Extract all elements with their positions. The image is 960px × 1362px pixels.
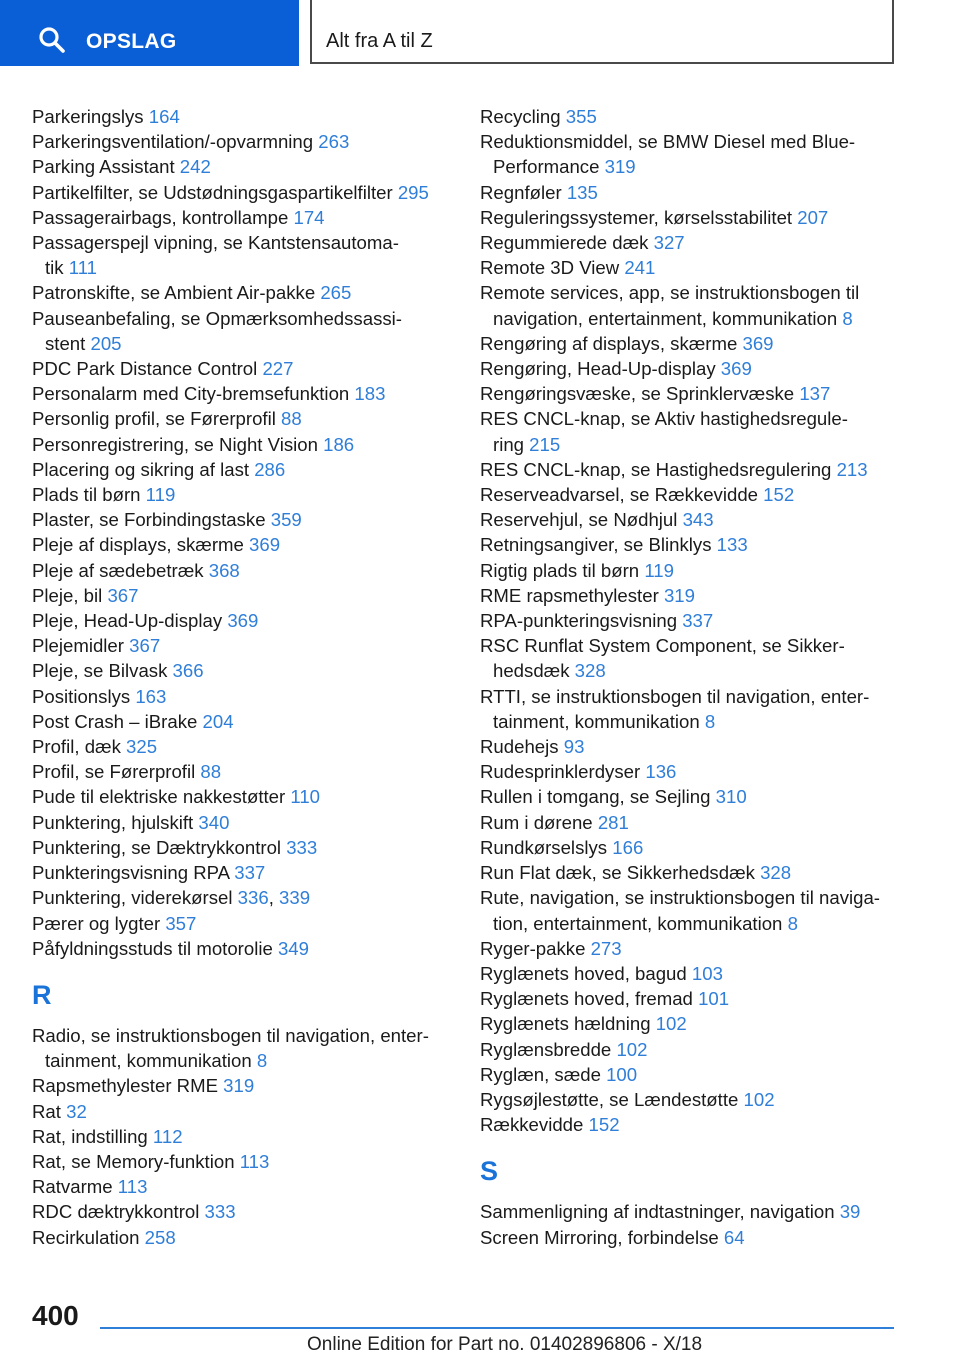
index-entry-text: RES CNCL-knap, se Hastighedsregulering	[480, 458, 837, 480]
index-entry-text: RPA-punkteringsvisning	[480, 610, 683, 632]
index-entry-text: Personalarm med City-bremsefunktion	[32, 383, 355, 405]
page-ref-link[interactable]: 133	[716, 534, 748, 556]
page-ref-link[interactable]: 328	[760, 862, 792, 884]
page-ref-link[interactable]: 337	[682, 610, 714, 632]
page-ref-link[interactable]: 367	[129, 635, 161, 657]
index-entry	[32, 457, 452, 482]
index-entry	[32, 230, 452, 280]
index-entry-text: Rengøring, Head-Up-display	[480, 358, 721, 380]
index-entry-text: Ryglænets hældning	[480, 1013, 656, 1035]
index-entry	[32, 1124, 452, 1149]
page-ref-link[interactable]: 136	[645, 761, 677, 783]
index-entry-text: Punktering, hjulskift	[32, 811, 199, 833]
index-entry	[480, 280, 910, 330]
page-ref-link[interactable]: 369	[742, 332, 774, 354]
index-entry	[32, 1099, 452, 1124]
index-entry	[480, 784, 910, 809]
footer-divider	[100, 1327, 894, 1329]
page-ref-link[interactable]: 258	[144, 1226, 176, 1248]
index-entry-text: RDC dæktrykkontrol	[32, 1201, 205, 1223]
index-entry-text: Pleje af displays, skærme	[32, 534, 250, 556]
index-entry-text: Sammenligning af indtastninger, navigation	[480, 1201, 840, 1223]
index-entry	[32, 180, 452, 205]
page-ref-link[interactable]: 205	[90, 332, 122, 354]
index-entry-text: Rigtig plads til børn	[480, 559, 645, 581]
page-ref-link[interactable]: 8	[787, 912, 798, 934]
index-entry	[480, 482, 910, 507]
index-entry	[480, 936, 910, 961]
index-entry-continuation: tion, entertainment, kommunikation	[493, 912, 788, 934]
index-entry	[480, 129, 910, 179]
index-entry	[480, 356, 910, 381]
index-entry	[32, 911, 452, 936]
index-entry-text: Punktering, viderekørsel	[32, 887, 238, 909]
index-entry	[480, 381, 910, 406]
index-entry-text: Pleje, se Bilvask	[32, 660, 173, 682]
page-ref-link[interactable]: 295	[397, 181, 429, 203]
index-entry-text: Reservehjul, se Nødhjul	[480, 509, 683, 531]
page-ref-link[interactable]: 265	[320, 282, 352, 304]
index-entry	[480, 1011, 910, 1036]
index-entry-text: Rygsøjlestøtte, se Lændestøtte	[480, 1088, 744, 1110]
page-ref-link[interactable]: 166	[612, 836, 644, 858]
index-entry	[480, 1062, 910, 1087]
index-entry	[32, 734, 452, 759]
index-entry-text: RSC Runflat System Component, se Sikker-	[480, 635, 845, 657]
page-ref-link[interactable]: 215	[529, 433, 561, 455]
tab-opslag-label: OPSLAG	[86, 30, 177, 53]
index-entry	[32, 784, 452, 809]
page-ref-link[interactable]: 359	[270, 509, 302, 531]
page-ref-link[interactable]: 64	[723, 1226, 745, 1248]
page-ref-link[interactable]: 88	[281, 408, 302, 430]
page-ref-link[interactable]: 286	[254, 458, 286, 480]
index-entry	[32, 1073, 452, 1098]
index-entry-text: Ryger-pakke	[480, 937, 591, 959]
index-entry-text: Run Flat dæk, se Sikkerhedsdæk	[480, 862, 761, 884]
index-entry-text: Rat	[32, 1100, 67, 1122]
index-entry-text: PDC Park Distance Control	[32, 358, 263, 380]
index-entry	[480, 1087, 910, 1112]
index-entry	[32, 709, 452, 734]
page-ref-link[interactable]: 263	[318, 131, 350, 153]
index-entry-text: Radio, se instruktionsbogen til navigation, enter-	[32, 1024, 429, 1046]
page-ref-link[interactable]: 88	[200, 761, 222, 783]
index-entry-text: Rundkørselslys	[480, 836, 613, 858]
page-ref-link[interactable]: 227	[262, 358, 294, 380]
index-entry	[32, 1199, 452, 1224]
section-title: Alt fra A til Z	[326, 30, 433, 52]
page-ref-link[interactable]: 328	[574, 660, 606, 682]
page-ref-link[interactable]: 163	[135, 685, 167, 707]
page-ref-link[interactable]: 327	[653, 232, 685, 254]
page-ref-link[interactable]: 8	[842, 307, 853, 329]
page-ref-link[interactable]: 152	[588, 1114, 620, 1136]
page-ref-link[interactable]: 119	[145, 484, 176, 506]
index-entry	[32, 835, 452, 860]
index-entry	[480, 457, 910, 482]
page-ref-link[interactable]: 333	[286, 836, 318, 858]
index-entry-text: Positionslys	[32, 685, 136, 707]
page-ref-link[interactable]: 213	[836, 458, 868, 480]
index-entry-text: Ryglænets hoved, fremad	[480, 988, 699, 1010]
page-ref-link[interactable]: 103	[691, 962, 723, 984]
index-entry	[480, 230, 910, 255]
index-entry-text: Remote services, app, se instruktionsbogen til	[480, 282, 860, 304]
index-entry-text: Passagerspejl vipning, se Kantstensautoma-	[32, 232, 399, 254]
index-entry-text: Pleje af sædebetræk	[32, 559, 209, 581]
index-entry	[32, 129, 452, 154]
index-entry	[480, 835, 910, 860]
page-ref-link[interactable]: 357	[165, 912, 197, 934]
index-entry-text: Personregistrering, se Night Vision	[32, 433, 324, 455]
index-entry	[480, 331, 910, 356]
index-entry-text: Pude til elektriske nakkestøtter	[32, 786, 291, 808]
page-ref-link[interactable]: 369	[227, 610, 259, 632]
index-entry-text: Plejemidler	[32, 635, 130, 657]
index-entry	[32, 1174, 452, 1199]
index-entry-continuation: tainment, kommunikation	[45, 1050, 257, 1072]
index-entry	[480, 860, 910, 885]
page-ref-link[interactable]: 8	[256, 1050, 268, 1072]
page-ref-link[interactable]: 102	[743, 1088, 775, 1110]
index-entry-text: RES CNCL-knap, se Aktiv hastighedsregule-	[480, 408, 848, 430]
page-ref-link[interactable]: 39	[839, 1201, 861, 1223]
index-entry	[32, 658, 452, 683]
tab-section-title[interactable]	[310, 0, 894, 64]
index-entry	[480, 180, 910, 205]
page-ref-link[interactable]: 113	[239, 1150, 270, 1172]
index-entry-text: Rute, navigation, se instruktionsbogen til naviga-	[480, 887, 881, 909]
index-entry-text: Rat, se Memory-funktion	[32, 1150, 240, 1172]
index-entry	[480, 759, 910, 784]
page-ref-link[interactable]: 337	[234, 862, 266, 884]
index-entry-text: Parkeringslys	[32, 106, 149, 127]
page-ref-link[interactable]: 186	[323, 433, 355, 455]
page-ref-link[interactable]: 164	[148, 106, 180, 127]
page-ref-link[interactable]: 93	[563, 736, 585, 758]
index-entry	[32, 885, 452, 910]
index-entry-continuation: navigation, entertainment, kommunikation	[493, 307, 843, 329]
page-ref-link[interactable]: 242	[179, 156, 211, 178]
index-entry	[32, 759, 452, 784]
index-entry	[32, 406, 452, 431]
index-entry-text: Rapsmethylester RME	[32, 1075, 224, 1097]
index-entry-text: Punkteringsvisning RPA	[32, 862, 235, 884]
page-ref-link[interactable]: 281	[597, 811, 629, 833]
page-ref-link[interactable]: 339	[279, 887, 311, 909]
index-entry-text: Pleje, bil	[32, 584, 108, 606]
index-entry-text: Rudesprinklerdyser	[480, 761, 646, 783]
index-entry	[32, 633, 452, 658]
page-ref-link[interactable]: 113	[117, 1176, 148, 1198]
index-entry-text: Regnføler	[480, 181, 567, 203]
index-entry-text: Recycling	[480, 106, 566, 127]
index-entry-text: Rengøring af displays, skærme	[480, 332, 743, 354]
index-entry	[480, 205, 910, 230]
index-entry	[32, 1149, 452, 1174]
page-ref-link[interactable]: 32	[66, 1100, 87, 1122]
index-entry-continuation: ring	[493, 433, 530, 455]
index-column-right	[480, 104, 910, 1250]
index-entry	[480, 633, 910, 683]
index-entry-text: Pauseanbefaling, se Opmærksomhedssassi-	[32, 307, 402, 329]
page-ref-link[interactable]: 319	[223, 1075, 255, 1097]
index-entry-text: Rat, indstilling	[32, 1125, 153, 1147]
page-ref-link[interactable]: 368	[208, 559, 240, 581]
index-letter-heading: R	[32, 979, 52, 1010]
index-entry	[32, 432, 452, 457]
index-entry	[480, 532, 910, 557]
index-entry-text: RME rapsmethylester	[480, 584, 664, 606]
page-ref-link[interactable]: 241	[624, 257, 656, 279]
page-ref-link[interactable]: 343	[682, 509, 714, 531]
index-entry	[480, 1112, 910, 1137]
index-entry	[32, 810, 452, 835]
page-ref-link[interactable]: 340	[198, 811, 230, 833]
page-ref-link[interactable]: 152	[763, 484, 795, 506]
page-ref-link[interactable]: 101	[698, 988, 730, 1010]
index-entry	[32, 280, 452, 305]
index-entry	[480, 810, 910, 835]
index-entry	[32, 558, 452, 583]
index-entry	[32, 154, 452, 179]
index-letter-heading: S	[480, 1156, 499, 1187]
index-entry-text: Post Crash – iBrake	[32, 710, 203, 732]
page-ref-link[interactable]: 111	[68, 257, 98, 279]
index-entry	[480, 1199, 910, 1224]
index-entry-text: Passagerairbags, kontrollampe	[32, 206, 294, 228]
page-ref-link[interactable]: 319	[604, 156, 636, 178]
index-entry	[480, 583, 910, 608]
page-ref-link[interactable]: 137	[799, 383, 831, 405]
page-ref-link[interactable]: 183	[354, 383, 386, 405]
index-entry-continuation: tainment, kommunikation	[493, 710, 705, 732]
index-entry-text: Ryglæn, sæde	[480, 1063, 607, 1085]
page-ref-link[interactable]: 349	[277, 937, 309, 959]
index-entry-text: Pleje, Head-Up-display	[32, 610, 228, 632]
index-entry-text: Ryglænsbredde	[480, 1038, 617, 1060]
index-entry	[32, 1225, 452, 1250]
page-ref-separator: ,	[268, 887, 280, 909]
index-entry	[32, 482, 452, 507]
index-entry-text: Rum i dørene	[480, 811, 598, 833]
page-ref-link[interactable]: 110	[290, 786, 321, 808]
page-ref-link[interactable]: 112	[152, 1125, 183, 1147]
page-ref-link[interactable]: 310	[715, 786, 747, 808]
index-entry-text: Screen Mirroring, forbindelse	[480, 1226, 724, 1248]
index-entry-text: Personlig profil, se Førerprofil	[32, 408, 282, 430]
index-entry-continuation: tik	[45, 257, 69, 279]
index-entry-text: Regummierede dæk	[480, 232, 654, 254]
index-entry	[32, 356, 452, 381]
page-ref-link[interactable]: 336	[237, 887, 269, 909]
page-ref-link[interactable]: 319	[663, 584, 695, 606]
index-entry	[480, 986, 910, 1011]
index-entry-text: Plaster, se Forbindingstaske	[32, 509, 271, 531]
index-entry-text: Ryglænets hoved, bagud	[480, 962, 692, 984]
search-icon	[38, 26, 66, 54]
index-entry	[32, 860, 452, 885]
index-entry	[480, 255, 910, 280]
index-entry-continuation: Performance	[493, 156, 605, 178]
index-column-left	[32, 104, 452, 1250]
index-entry	[32, 684, 452, 709]
index-entry-text: Reguleringssystemer, kørselsstabilitet	[480, 206, 798, 228]
index-entry	[480, 734, 910, 759]
index-entry-text: Reserveadvarsel, se Rækkevidde	[480, 484, 764, 506]
index-entry	[480, 104, 910, 129]
index-entry	[480, 507, 910, 532]
index-entry-text: Profil, dæk	[32, 736, 127, 758]
index-entry	[480, 1037, 910, 1062]
index-entry	[32, 532, 452, 557]
page-ref-link[interactable]: 369	[720, 358, 752, 380]
index-entry-text: Reduktionsmiddel, se BMW Diesel med Blue-	[480, 131, 856, 153]
index-entry-text: Plads til børn	[32, 484, 146, 506]
index-entry	[480, 1225, 910, 1250]
index-entry-continuation: stent	[45, 332, 91, 354]
index-entry-text: Profil, se Førerprofil	[32, 761, 201, 783]
index-entry-text: Placering og sikring af last	[32, 458, 255, 480]
index-entry	[32, 608, 452, 633]
page-ref-link[interactable]: 100	[606, 1063, 638, 1085]
index-entry	[32, 381, 452, 406]
index-entry	[32, 1023, 452, 1073]
page-number: 400	[32, 1300, 79, 1331]
index-entry-text: Rudehejs	[480, 736, 564, 758]
index-entry-continuation: hedsdæk	[493, 660, 575, 682]
index-entry-text: Ratvarme	[32, 1176, 118, 1198]
index-entry	[480, 608, 910, 633]
page-ref-link[interactable]: 369	[249, 534, 281, 556]
index-entry-text: Parkeringsventilation/-opvarmning	[32, 131, 319, 153]
index-entry-text: Remote 3D View	[480, 257, 625, 279]
index-entry	[32, 583, 452, 608]
index-entry-text: Retningsangiver, se Blinklys	[480, 534, 717, 556]
index-entry-text: Rullen i tomgang, se Sejling	[480, 786, 716, 808]
index-entry	[480, 558, 910, 583]
index-entry-text: Rengøringsvæske, se Sprinklervæske	[480, 383, 800, 405]
page-ref-link[interactable]: 333	[204, 1201, 236, 1223]
index-entry	[480, 885, 910, 935]
index-entry-text: Recirkulation	[32, 1226, 145, 1248]
page-ref-link[interactable]: 325	[126, 736, 158, 758]
tab-opslag[interactable]	[0, 0, 299, 66]
index-entry-text: Pærer og lygter	[32, 912, 166, 934]
index-entry	[32, 306, 452, 356]
index-entry	[32, 936, 452, 961]
page-ref-link[interactable]: 102	[616, 1038, 648, 1060]
index-entry	[480, 961, 910, 986]
page-ref-link[interactable]: 8	[704, 710, 716, 732]
index-entry	[32, 507, 452, 532]
index-entry-text: Parking Assistant	[32, 156, 180, 178]
page-ref-link[interactable]: 174	[293, 206, 325, 228]
index-entry-text: Rækkevidde	[480, 1114, 589, 1136]
footer-edition-text: Online Edition for Part no. 01402896806 - X/18	[307, 1334, 703, 1355]
index-entry	[32, 205, 452, 230]
index-entry	[480, 406, 910, 456]
page-ref-link[interactable]: 366	[172, 660, 204, 682]
page-ref-link[interactable]: 355	[565, 106, 597, 127]
page-ref-link[interactable]: 119	[644, 559, 674, 581]
page-ref-link[interactable]: 367	[107, 584, 139, 606]
index-entry-text: Patronskifte, se Ambient Air-pakke	[32, 282, 321, 304]
page-ref-link[interactable]: 273	[590, 937, 622, 959]
page-ref-link[interactable]: 135	[566, 181, 598, 203]
index-entry	[480, 684, 910, 734]
index-entry	[32, 104, 452, 129]
page-header	[0, 0, 960, 66]
index-entry-text: Påfyldningsstuds til motorolie	[32, 937, 278, 959]
index-entry-text: Punktering, se Dæktrykkontrol	[32, 836, 287, 858]
index-entry-text: RTTI, se instruktionsbogen til navigation, enter-	[480, 685, 870, 707]
page-ref-link[interactable]: 207	[797, 206, 829, 228]
index-entry-text: Partikelfilter, se Udstødningsgaspartikelfilter	[32, 181, 398, 203]
page-ref-link[interactable]: 102	[655, 1013, 687, 1035]
page-ref-link[interactable]: 204	[202, 710, 234, 732]
